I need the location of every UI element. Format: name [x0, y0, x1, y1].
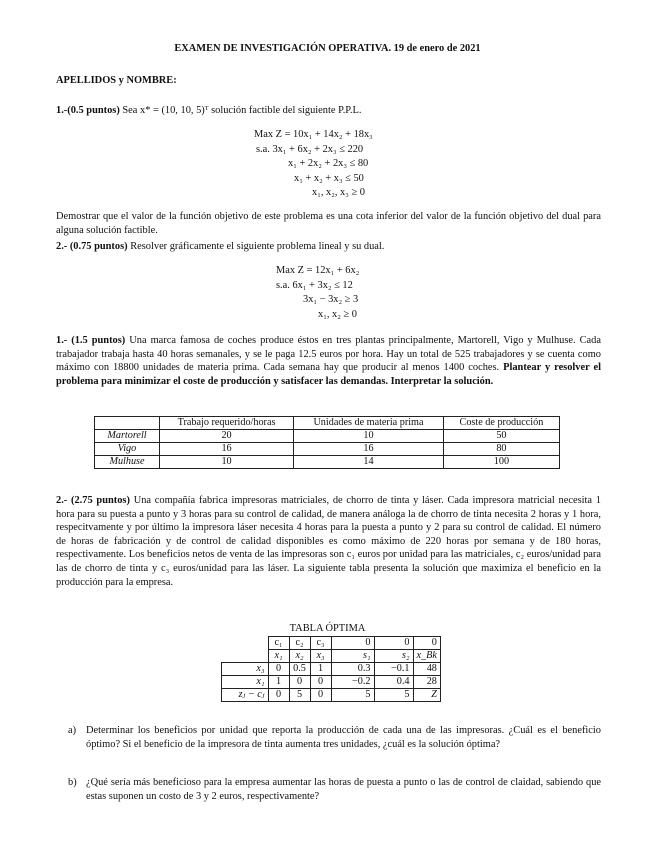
basis-variable: x₃: [222, 663, 269, 676]
table-row: [222, 689, 441, 702]
table-cell: 1: [310, 663, 331, 676]
q1-nonneg: x₁, x₂, x₃ ≥ 0: [312, 187, 365, 198]
table-cell: 0: [289, 676, 310, 689]
q3-label: 1.- (1.5 puntos): [56, 335, 126, 346]
table-row: [95, 430, 560, 443]
table-header-cell: [95, 417, 160, 430]
table-cell: 48: [413, 663, 440, 676]
table-cell: 16: [294, 443, 444, 456]
table-cell: 20: [160, 430, 294, 443]
table-cell: c₃: [310, 637, 331, 650]
table-cell: 16: [160, 443, 294, 456]
table-cell: c₂: [289, 637, 310, 650]
table-cell: 0: [413, 637, 440, 650]
optimal-table: [221, 636, 441, 702]
plant-name: Martorell: [95, 430, 160, 443]
table-cell: x₃: [310, 650, 331, 663]
q4-paragraph: [56, 494, 601, 589]
q2-label: 2.- (0.75 puntos): [56, 241, 128, 252]
table-cell: 5: [331, 689, 374, 702]
table-cell: 0: [374, 637, 413, 650]
empty-cell: [222, 650, 269, 663]
table-cell: 14: [294, 456, 444, 469]
table-cell: s₁: [331, 650, 374, 663]
q2-nonneg: x₁, x₂ ≥ 0: [318, 309, 357, 320]
cars-table: [94, 416, 560, 469]
table-cell: c₁: [268, 637, 289, 650]
empty-cell: [222, 637, 269, 650]
q2-objective: Max Z = 12x₁ + 6x₂: [276, 265, 360, 276]
table-header-cell: Coste de producción: [443, 417, 559, 430]
table-cell: 10: [294, 430, 444, 443]
q4-text: Una compañía fabrica impresoras matriciales, de chorro de tinta y láser. Cada impresora matricial necesita 1 hora para su puesta a punto y 3 horas para su control de calidad, de manera análoga la de chorro de tinta necesita 2 horas y 1 hora, respecitvamente y por último la impresora láser necesita 4 horas para la puesta a punto y 2 para su control de calidad. El número de horas de fabricación y de control de calidad disponibles es como máximo de 220 horas por semana y de 180 horas, respectivamente. Los beneficios netos de venta de las impresoras son c₁ euros por unidad para las matriciales, c₂ euros/unidad para las de chorro de tinta y c₃ euros/unidad para las láser. La siguiente tabla presenta la solución que maximiza el beneficio en la producción para la empresa.: [56, 495, 601, 588]
table-cell: s₂: [374, 650, 413, 663]
cost-row: [222, 637, 441, 650]
table-row: [222, 663, 441, 676]
plant-name: Vigo: [95, 443, 160, 456]
q1-intro: Sea x* = (10, 10, 5)ᵀ solución factible del siguiente P.P.L.: [122, 105, 362, 116]
item-b-text: ¿Qué sería más beneficioso para la empresa aumentar las horas de puesta a punto o las de control de claidad, sabiendo que estas suponen un costo de 3 y 2 euros, respectivamente?: [86, 777, 601, 802]
table-cell: 5: [289, 689, 310, 702]
q3-paragraph: [56, 334, 601, 388]
table-row: [95, 443, 560, 456]
q1-intro-line: [56, 104, 601, 118]
table-cell: 80: [443, 443, 559, 456]
table-header-cell: Trabajo requerido/horas: [160, 417, 294, 430]
basis-variable: x₁: [222, 676, 269, 689]
table-cell: −0.1: [374, 663, 413, 676]
table-header-cell: Unidades de materia prima: [294, 417, 444, 430]
table-cell: 10: [160, 456, 294, 469]
table-cell: 0: [331, 637, 374, 650]
table-cell: x₁: [268, 650, 289, 663]
plant-name: Mulhuse: [95, 456, 160, 469]
q2-intro: Resolver gráficamente el siguiente problema lineal y su dual.: [130, 241, 385, 252]
cars-table-header: [95, 417, 560, 430]
table-cell: 1: [268, 676, 289, 689]
item-b-label: b): [68, 777, 77, 788]
table-cell: 0: [268, 663, 289, 676]
table-cell: 0.5: [289, 663, 310, 676]
variable-row: [222, 650, 441, 663]
table-cell: 28: [413, 676, 440, 689]
q1-text: Demostrar que el valor de la función objetivo de este problema es una cota inferior del valor de la función objetivo del dual para alguna solución factible.: [56, 211, 601, 236]
table-cell: 100: [443, 456, 559, 469]
table-row: [95, 456, 560, 469]
name-label: APELLIDOS y NOMBRE:: [56, 75, 177, 86]
q2-intro-line: [56, 240, 601, 254]
table-cell: −0.2: [331, 676, 374, 689]
item-a-label: a): [68, 725, 77, 736]
table-cell: 0.4: [374, 676, 413, 689]
table-cell: 0: [268, 689, 289, 702]
optimal-table-title: TABLA ÓPTIMA: [289, 623, 366, 634]
table-cell: 0: [310, 689, 331, 702]
item-a-text: Determinar los beneficios por unidad que reporta la producción de cada una de las impresoras. ¿Cuál es el beneficio óptimo? Si el beneficio de la impresora de tinta aumenta tres unidades, ¿cuál es la solución óptima?: [86, 725, 601, 750]
table-cell: 0.3: [331, 663, 374, 676]
table-cell: 5: [374, 689, 413, 702]
q1-constraint-3: x₁ + x₂ + x₃ ≤ 50: [294, 173, 364, 184]
q3-text: Una marca famosa de coches produce éstos en tres plantas principalmente, Martorell, Vigo y Mulhuse. Cada trabajador trabaja hasta 40 horas semanales, y se le paga 12.5 euros por hora. Hay un total de 525 trabajadores y se cuenta como máximo con 18800 unidades de materia prima. Cada semana hay que producir al menos 1400 coches.: [56, 335, 601, 374]
table-row: [222, 676, 441, 689]
q2-constraint-1: s.a. 6x₁ + 3x₂ ≤ 12: [276, 280, 353, 291]
q1-constraint-2: x₁ + 2x₂ + 2x₃ ≤ 80: [288, 158, 369, 169]
q2-constraint-2: 3x₁ − 3x₂ ≥ 3: [303, 294, 359, 305]
reduced-cost-label: zⱼ − cⱼ: [222, 689, 269, 702]
table-cell: 50: [443, 430, 559, 443]
q1-objective: Max Z = 10x₁ + 14x₂ + 18x₃: [254, 129, 373, 140]
table-cell: Z: [413, 689, 440, 702]
table-cell: x₂: [289, 650, 310, 663]
table-cell: 0: [310, 676, 331, 689]
table-cell: x_Bk: [413, 650, 440, 663]
exam-title: EXAMEN DE INVESTIGACIÓN OPERATIVA. 19 de enero de 2021: [174, 43, 481, 54]
q1-label: 1.-(0.5 puntos): [56, 105, 120, 116]
q4-label: 2.- (2.75 puntos): [56, 495, 130, 506]
q1-constraint-1: s.a. 3x₁ + 6x₂ + 2x₃ ≤ 220: [256, 144, 364, 155]
q3-bold-text: Plantear y resolver el problema para minimizar el coste de producción y satisfacer las demandas. Interpretar la solución.: [56, 362, 601, 387]
